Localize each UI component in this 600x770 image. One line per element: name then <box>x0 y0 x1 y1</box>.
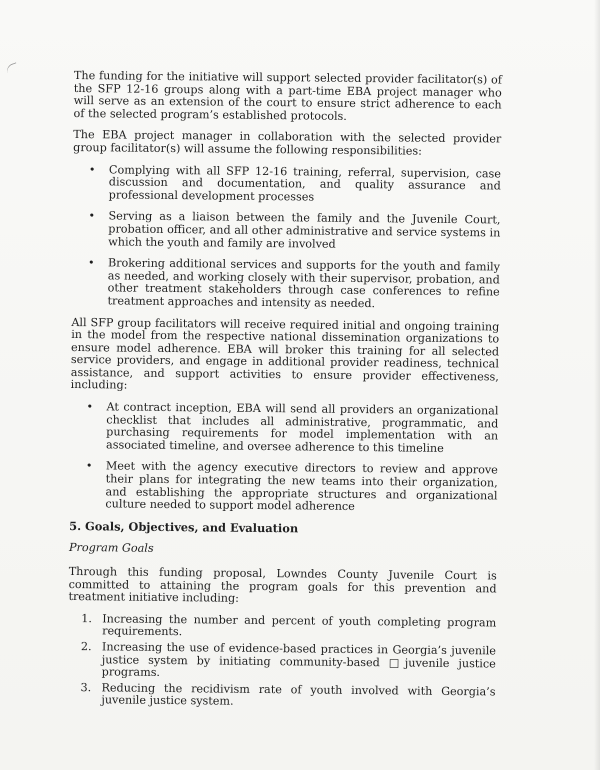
list-item-text: Increasing the use of evidence-based practices in Georgia’s juvenile justice system by initiating community-based □juvenile justice programs. <box>101 640 497 680</box>
list-number: 2. <box>80 640 92 654</box>
list-item <box>73 164 501 206</box>
program-goals-subheading: Program Goals <box>68 541 154 556</box>
bullet-icon: • <box>88 162 96 176</box>
section-heading: 5. Goals, Objectives, and Evaluation <box>69 518 299 536</box>
bullet-icon: • <box>86 400 94 414</box>
list-item <box>72 257 501 312</box>
responsibilities-list <box>72 164 501 312</box>
list-item <box>67 682 495 712</box>
list-item <box>70 401 499 456</box>
paragraph-goals-intro: Through this funding proposal, Lowndes County Juvenile Court is committed to attaining the program goals for this prevention and treatment initiative including: <box>68 564 497 605</box>
list-item-text: Meet with the agency executive directors to review and approve their plans for integrating the new teams into their organization, and establishing the appropriate structures and organizational culture needed to support model adherence <box>105 459 498 514</box>
list-item-text: Serving as a liaison between the family and the Juvenile Court, probation officer, and all other administrative and service systems in which the youth and family are involved <box>108 209 501 251</box>
list-item-text: At contract inception, EBA will send all providers an organizational checklist that includes all administrative, programmatic, and purchasing requirements for model implementation with an associated timeline, and oversee adherence to this timeline <box>106 400 499 455</box>
list-item <box>68 641 496 683</box>
list-item-text: Brokering additional services and supports for the youth and family as needed, and working closely with their supervisor, probation, and other treatment stakeholders through case conferences to refine treatment approaches and intensity as needed. <box>107 256 501 311</box>
list-number: 3. <box>80 680 92 694</box>
bullet-icon: • <box>88 209 96 223</box>
paragraph-training: All SFP group facilitators will receive required initial and ongoing training in the model from the respective national dissemination organizations to ensure model adherence. EBA will broker this training for all selected service providers, and engage in additional provider readiness, technical assistance, and support activities to ensure provider effectiveness, including: <box>70 315 500 393</box>
list-item <box>69 460 498 515</box>
list-number: 1. <box>81 611 93 625</box>
list-item-text: Increasing the number and percent of youth completing program requirements. <box>102 612 497 639</box>
bullet-icon: • <box>85 459 93 473</box>
list-item <box>72 210 500 252</box>
goals-list <box>67 613 496 712</box>
scan-artifact-mark <box>5 62 19 75</box>
list-item <box>68 613 496 643</box>
document-body <box>67 70 502 717</box>
list-item-text: Complying with all SFP 12-16 training, referral, supervision, case discussion and documentation, and quality assurance and professional development processes <box>108 162 502 204</box>
bullet-icon: • <box>87 256 95 270</box>
paragraph-responsibilities-intro: The EBA project manager in collaboration with the selected provider group facilitator(s) will assume the following responsibilities: <box>73 128 502 158</box>
paragraph-funding: The funding for the initiative will support selected provider facilitator(s) of the SFP 12-16 groups along with a part-time EBA project manager who will serve as an extension of the court to ensure strict adherence to each of the selected program’s established protocols. <box>73 69 502 123</box>
effectiveness-list <box>69 401 498 515</box>
list-item-text: Reducing the recidivism rate of youth involved with Georgia’s juvenile justice system. <box>101 681 496 709</box>
